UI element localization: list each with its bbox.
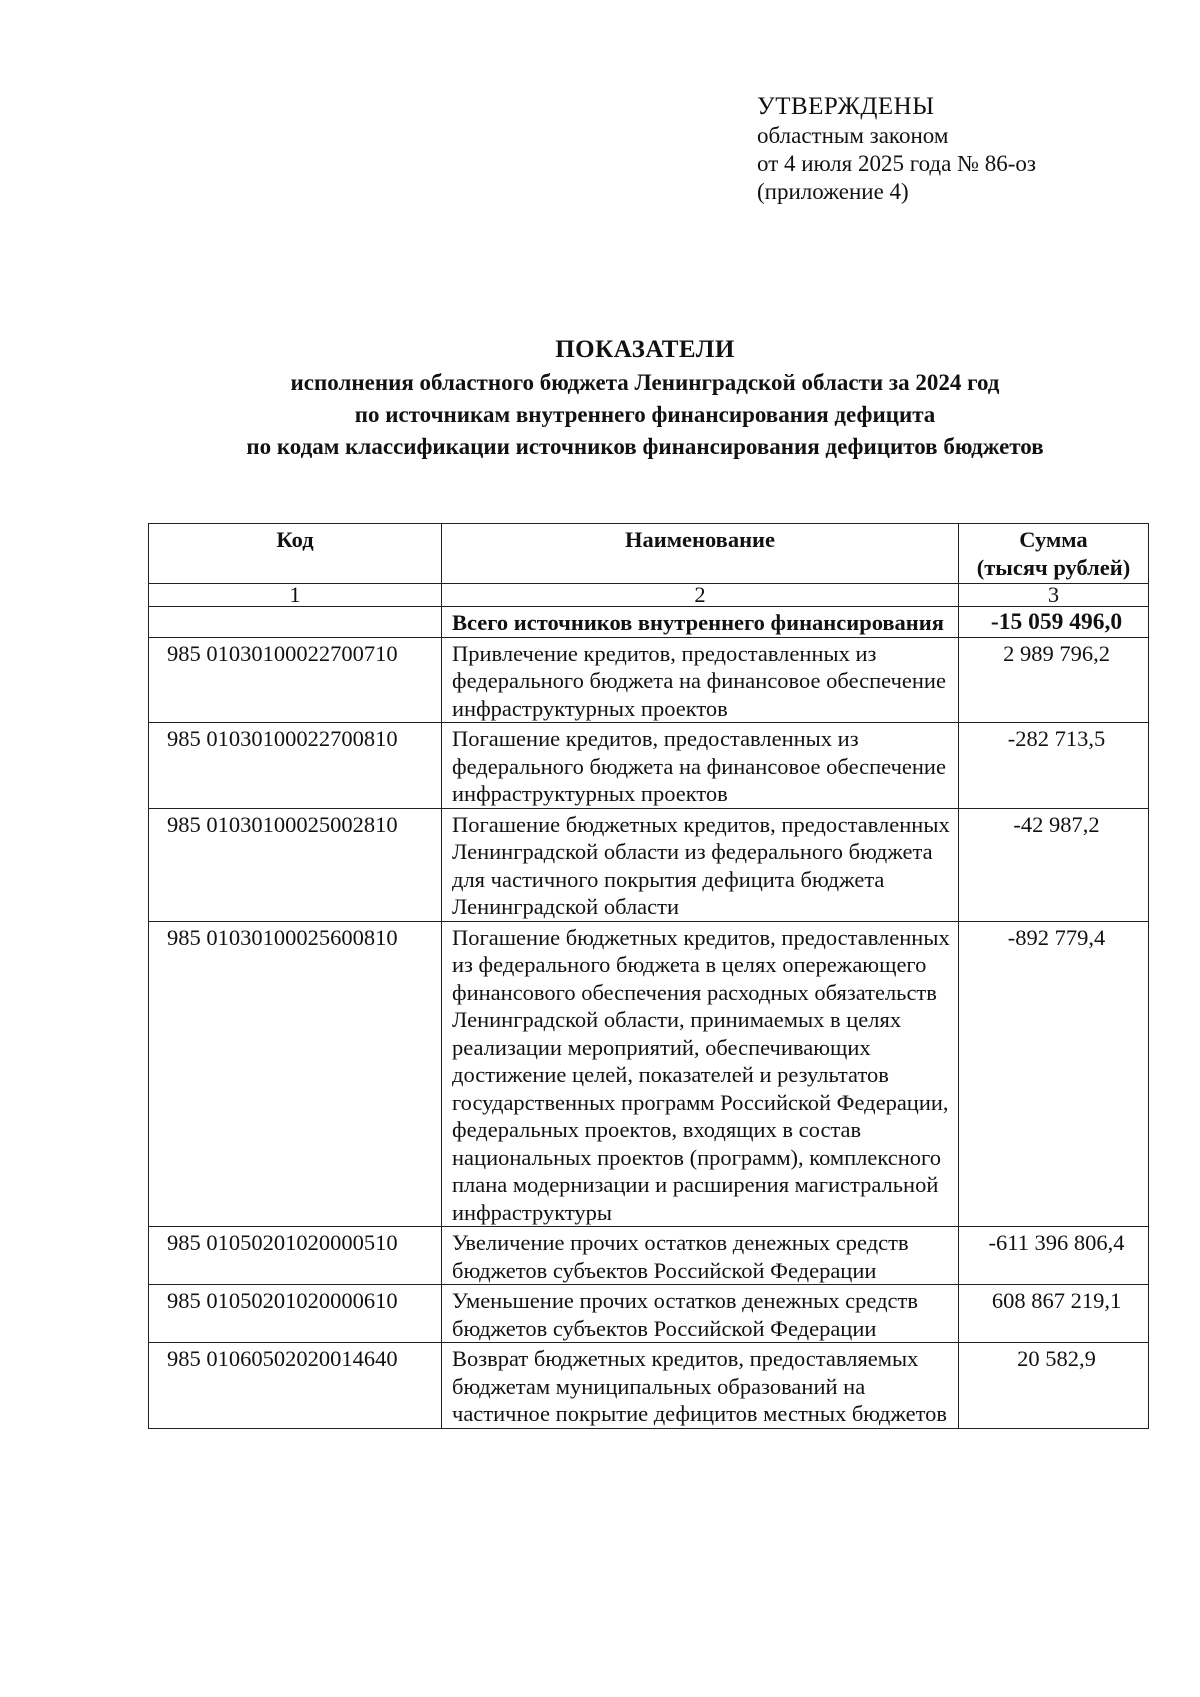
row-amount: 2 989 796,2 [959,637,1149,723]
row-code: 985 01030100025600810 [149,921,442,1227]
row-name: Привлечение кредитов, предоставленных из федерального бюджета на финансовое обеспечение инфраструктурных проектов [442,637,959,723]
table-row [149,1227,1149,1285]
total-amount: -15 059 496,0 [959,607,1149,638]
header-amount-label: Сумма [1019,527,1088,552]
title-main: ПОКАЗАТЕЛИ [555,336,735,363]
document-title [0,333,1200,463]
title-line-2: по источникам внутреннего финансирования дефицита [354,402,936,427]
total-name: Всего источников внутреннего финансирования [442,607,959,638]
title-line-3: по кодам классификации источников финансирования дефицитов бюджетов [246,434,1044,459]
table-row [149,808,1149,921]
approval-law-line: областным законом [757,123,949,148]
header-code: Код [149,524,442,584]
approval-appendix-line: (приложение 4) [757,179,909,204]
row-code: 985 01050201020000610 [149,1285,442,1343]
header-name: Наименование [442,524,959,584]
table-row [149,1285,1149,1343]
row-amount: 20 582,9 [959,1343,1149,1429]
approval-date-line: от 4 июля 2025 года № 86-оз [757,151,1037,176]
header-amount-unit: (тысяч рублей) [976,554,1131,580]
row-code: 985 01060502020014640 [149,1343,442,1429]
title-line-1: исполнения областного бюджета Ленинградской области за 2024 год [290,370,1000,395]
row-name: Уменьшение прочих остатков денежных средств бюджетов субъектов Российской Федерации [442,1285,959,1343]
table-row [149,921,1149,1227]
total-code [149,607,442,638]
approval-heading: УТВЕРЖДЕНЫ [757,93,935,120]
row-amount: -892 779,4 [959,921,1149,1227]
row-code: 985 01030100022700710 [149,637,442,723]
column-number-1: 1 [149,584,442,607]
row-code: 985 01030100025002810 [149,808,442,921]
row-name: Погашение кредитов, предоставленных из федерального бюджета на финансовое обеспечение инфраструктурных проектов [442,723,959,809]
approval-stamp [757,92,1036,206]
row-code: 985 01050201020000510 [149,1227,442,1285]
table-row [149,723,1149,809]
column-number-3: 3 [959,584,1149,607]
header-amount [959,524,1149,584]
table-row [149,1343,1149,1429]
table-header-row [149,524,1149,584]
row-name: Возврат бюджетных кредитов, предоставляемых бюджетам муниципальных образований на частичное покрытие дефицитов местных бюджетов [442,1343,959,1429]
column-number-2: 2 [442,584,959,607]
row-code: 985 01030100022700810 [149,723,442,809]
row-amount: 608 867 219,1 [959,1285,1149,1343]
row-name: Увеличение прочих остатков денежных средств бюджетов субъектов Российской Федерации [442,1227,959,1285]
row-amount: -42 987,2 [959,808,1149,921]
row-name: Погашение бюджетных кредитов, предоставленных из федерального бюджета в целях опережающего финансового обеспечения расходных обязательств Ленинградской области, принимаемых в целях реализации мероприятий, обеспечивающих достижение целей, показателей и результатов государственных программ Российской Федерации, федеральных проектов, входящих в состав национальных проектов (программ), комплексного плана модернизации и расширения магистральной инфраструктуры [442,921,959,1227]
row-amount: -282 713,5 [959,723,1149,809]
row-name: Погашение бюджетных кредитов, предоставленных Ленинградской области из федерального бюджета для частичного покрытия дефицита бюджета Ленинградской области [442,808,959,921]
total-row [149,607,1149,638]
column-number-row [149,584,1149,607]
financing-table [148,523,1149,1429]
row-amount: -611 396 806,4 [959,1227,1149,1285]
table-row [149,637,1149,723]
